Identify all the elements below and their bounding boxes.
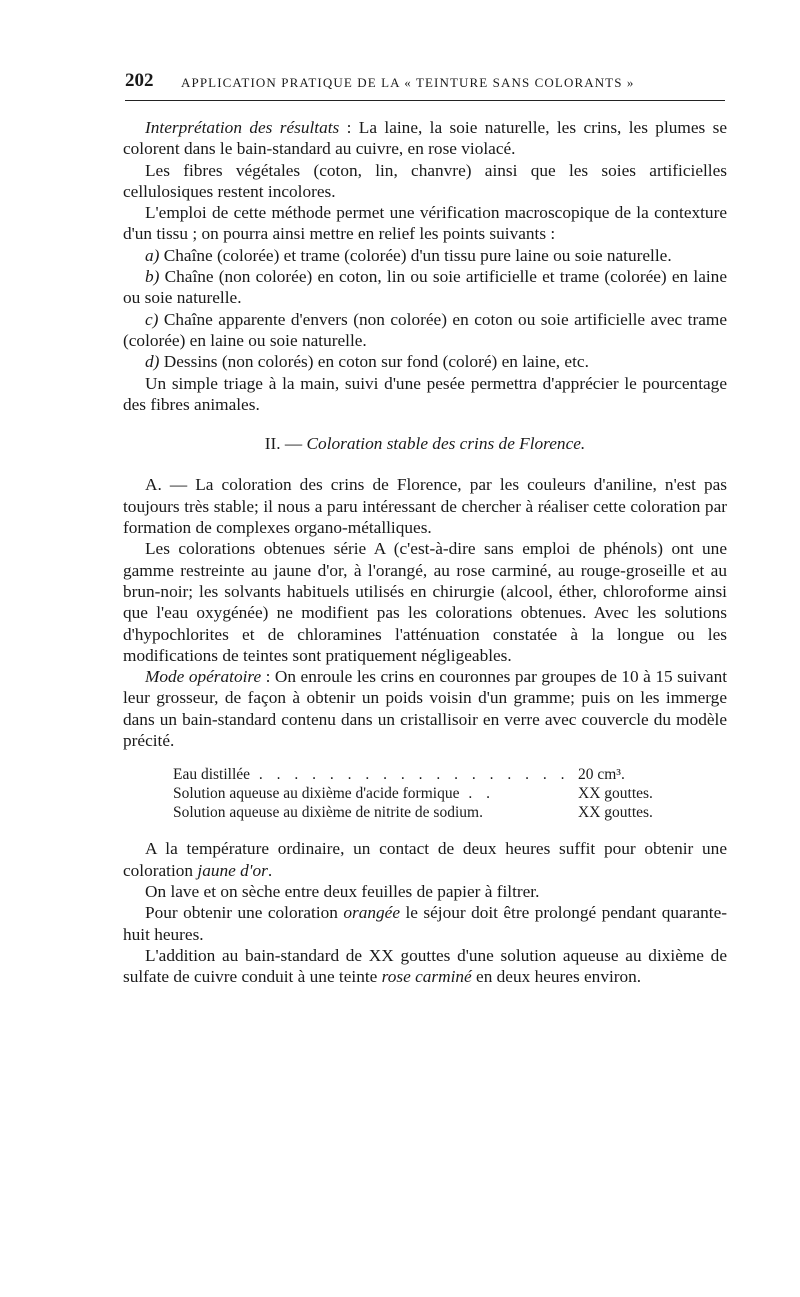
paragraph-orange [123, 902, 727, 945]
formula-quantity: 20 cm³. [578, 766, 625, 784]
paragraph-copper-addition [123, 945, 727, 988]
text-run: L'addition au bain-standard de XX gouttes d'une solution aqueuse au dixième de sulfate de cuivre conduit à une teinte [123, 945, 727, 987]
paragraph-triage: Un simple triage à la main, suivi d'une pesée permettra d'apprécier le pourcentage des fibres animales. [123, 373, 727, 414]
text-run: A la température ordinaire, un contact de deux heures suffit pour obtenir une coloration [123, 839, 727, 880]
formula-row [173, 803, 727, 822]
item-letter: c) [145, 309, 159, 329]
color-name-orangee: orangée [343, 903, 401, 923]
section-heading [123, 433, 727, 454]
item-letter: b) [145, 267, 160, 287]
ingredient-name: Solution aqueuse au dixième d'acide formique [173, 785, 460, 803]
section-title: Coloration stable des crins de Florence. [306, 434, 586, 454]
section-number: II. — [264, 434, 307, 454]
formula-row [173, 784, 727, 803]
paragraph-method-use: L'emploi de cette méthode permet une vérification macroscopique de la contexture d'un tissu ; on pourra ainsi mettre en relief les points suivants : [123, 203, 727, 244]
leader-dots: . . [459, 785, 495, 803]
color-name-rose: rose carminé [381, 967, 472, 987]
mode-operatoire-label: Mode opératoire [145, 667, 262, 687]
text-run: en deux heures environ. [471, 967, 642, 987]
list-item-d [123, 351, 727, 372]
item-letter: d) [145, 352, 160, 372]
page-body [123, 117, 727, 987]
page-header [125, 66, 725, 101]
paragraph-interpretation [123, 117, 727, 160]
paragraph-temperature [123, 838, 727, 881]
formula-quantity: XX gouttes. [578, 785, 653, 803]
leader-dots: . . . . . . . . . . . . . . . . . . [250, 766, 570, 784]
formula-row [173, 765, 727, 784]
paragraph-wash: On lave et on sèche entre deux feuilles de papier à filtrer. [145, 881, 540, 901]
running-title: APPLICATION PRATIQUE DE LA « TEINTURE SANS COLORANTS » [181, 75, 635, 90]
item-text: Dessins (non colorés) en coton sur fond (coloré) en laine, etc. [159, 352, 589, 372]
item-text: Chaîne (non colorée) en coton, lin ou soie artificielle et trame (colorée) en laine ou soie naturelle. [123, 267, 727, 308]
formula-quantity: XX gouttes. [578, 804, 653, 822]
paragraph-vegetable-fibres: Les fibres végétales (coton, lin, chanvre) ainsi que les soies artificielles cellulosiques restent incolores. [123, 160, 727, 201]
mode-operatoire-text: : On enroule les crins en couronnes par groupes de 10 à 15 suivant leur grosseur, de façon à obtenir un poids voisin d'un gramme; puis on les immerge dans un bain-standard contenu dans un cristallisoir en verre avec couvercle du modèle précité. [123, 667, 728, 751]
list-item-b [123, 266, 727, 309]
formula-ingredient [173, 765, 578, 784]
list-item-c [123, 309, 727, 352]
paragraph-colorations-obtained: Les colorations obtenues série A (c'est-à-dire sans emploi de phénols) ont une gamme restreinte au jaune d'or, à l'orangé, au rose carminé, au rouge-groseille et au brun-noir; les solvants habituels utilisés en chirurgie (alcool, éther, chloroforme ainsi que l'eau oxygénée) ne modifient pas les colorations obtenues. Avec les solutions d'hypochlorites et de chloramines l'atténuation constatée à la longue ou les modifications de teintes sont pratiquement négligeables. [123, 539, 727, 665]
paragraph-mode-operatoire [123, 666, 727, 751]
text-run: Pour obtenir une coloration [145, 903, 344, 923]
text-run: . [267, 860, 273, 880]
list-item-a [123, 245, 727, 266]
text-run: le séjour doit être prolongé pendant quarante-huit heures. [123, 903, 727, 944]
item-text: Chaîne apparente d'envers (non colorée) en coton ou soie artificielle avec trame (colorée) en laine ou soie naturelle. [123, 309, 727, 350]
interpretation-text: : La laine, la soie naturelle, les crins, les plumes se colorent dans le bain-standard au cuivre, en rose violacé. [123, 118, 727, 159]
ingredient-name: Solution aqueuse au dixième de nitrite de sodium. [173, 804, 483, 822]
paragraph-coloration-a: A. — La coloration des crins de Florence, par les couleurs d'aniline, n'est pas toujours très stable; il nous a paru intéressant de chercher à réaliser cette coloration par formation de complexes organo-métalliques. [123, 475, 727, 538]
ingredient-name: Eau distillée [173, 766, 251, 784]
formula-ingredient [173, 803, 578, 822]
item-text: Chaîne (colorée) et trame (colorée) d'un tissu pure laine ou soie naturelle. [159, 245, 672, 265]
item-letter: a) [145, 245, 160, 265]
formula-ingredient [173, 784, 578, 803]
bath-formula [173, 765, 727, 822]
page-number: 202 [125, 70, 154, 91]
interpretation-label: Interprétation des résultats [145, 118, 340, 137]
color-name-jaune: jaune d'or [197, 860, 268, 880]
